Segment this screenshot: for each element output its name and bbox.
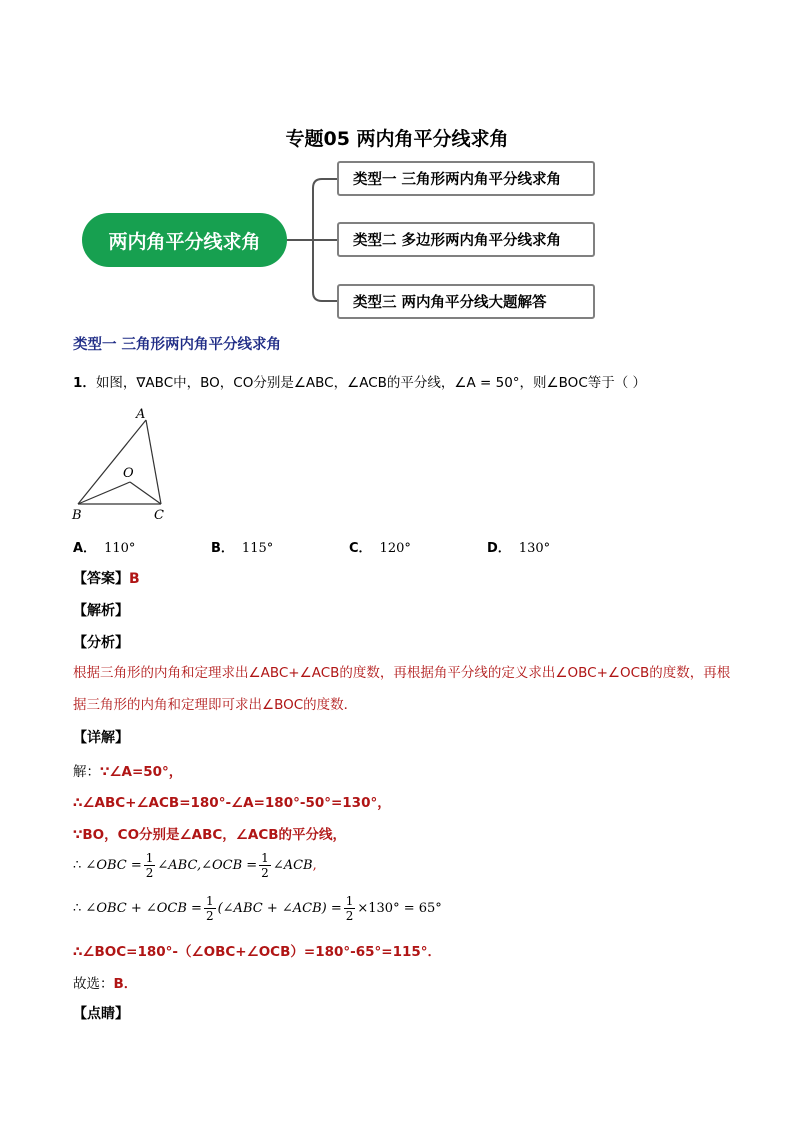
section-heading: 类型一 三角形两内角平分线求角	[73, 337, 282, 353]
answer-line	[73, 568, 140, 588]
fraction: $\frac{1}{2}$	[145, 851, 154, 880]
option-c: C． 120°	[349, 541, 411, 556]
analysis-text: 根据三角形的内角和定理求出∠ABC+∠ACB的度数，再根据角平分线的定义求出∠OBC+∠OCB的度数，再根据三角形的内角和定理即可求出∠BOC的度数．	[73, 665, 731, 713]
solution-math-2: ∴ ∠OBC + ∠OCB = $\frac{1}{2}$ (∠ABC + ∠ACB) = $\frac{1}{2}$ ×130° = 65°	[73, 894, 442, 923]
fraction: $\frac{1}{2}$	[345, 894, 354, 923]
page-title: 专题05 两内角平分线求角	[285, 128, 509, 150]
solution-line-6: ∴∠BOC=180°-（∠OBC+∠OCB）=180°-65°=115°．	[73, 944, 442, 960]
fraction: $\frac{1}{2}$	[261, 851, 269, 880]
answer-value: B	[129, 571, 140, 587]
mindmap-root: 两内角平分线求角	[82, 213, 287, 267]
answer-label: 【答案】	[73, 571, 129, 587]
solution-line-2: ∴∠ABC+∠ACB=180°-∠A=180°-50°=130°，	[73, 795, 391, 811]
fenxi-label: 【分析】	[73, 635, 129, 651]
vertex-label-b: B	[72, 508, 82, 523]
mindmap-branch: 类型二 多边形两内角平分线求角	[337, 222, 595, 257]
detail-label: 【详解】	[73, 730, 129, 746]
dianjing-label: 【点睛】	[73, 1006, 129, 1022]
mindmap-branch: 类型一 三角形两内角平分线求角	[337, 161, 595, 196]
triangle-figure	[70, 404, 180, 524]
question-number: 1．	[73, 375, 96, 391]
solution-line-3: ∵BO，CO分别是∠ABC，∠ACB的平分线，	[73, 827, 347, 843]
option-d: D． 130°	[487, 541, 551, 556]
option-b: B． 115°	[211, 541, 274, 556]
question-text: 如图，∇ABC中，BO，CO分别是∠ABC，∠ACB的平分线，∠A = 50°，则∠BOC等于（ ）	[95, 375, 647, 391]
option-a: A． 110°	[73, 541, 136, 556]
solution-math-1: ∴ ∠OBC = $\frac{1}{2}$ ∠ABC,∠OCB = $\frac{1}{2}$ ∠ACB ,	[73, 851, 317, 880]
fraction: $\frac{1}{2}$	[205, 894, 214, 923]
vertex-label-c: C	[154, 508, 164, 523]
jiexi-label: 【解析】	[73, 603, 129, 619]
solution-line-1: 解：∵∠A=50°，	[73, 764, 183, 780]
vertex-label-a: A	[136, 407, 146, 422]
vertex-label-o: O	[123, 466, 134, 481]
mindmap-branch: 类型三 两内角平分线大题解答	[337, 284, 595, 319]
question-line	[73, 371, 646, 391]
solution-choose: 故选：B．	[73, 976, 138, 992]
